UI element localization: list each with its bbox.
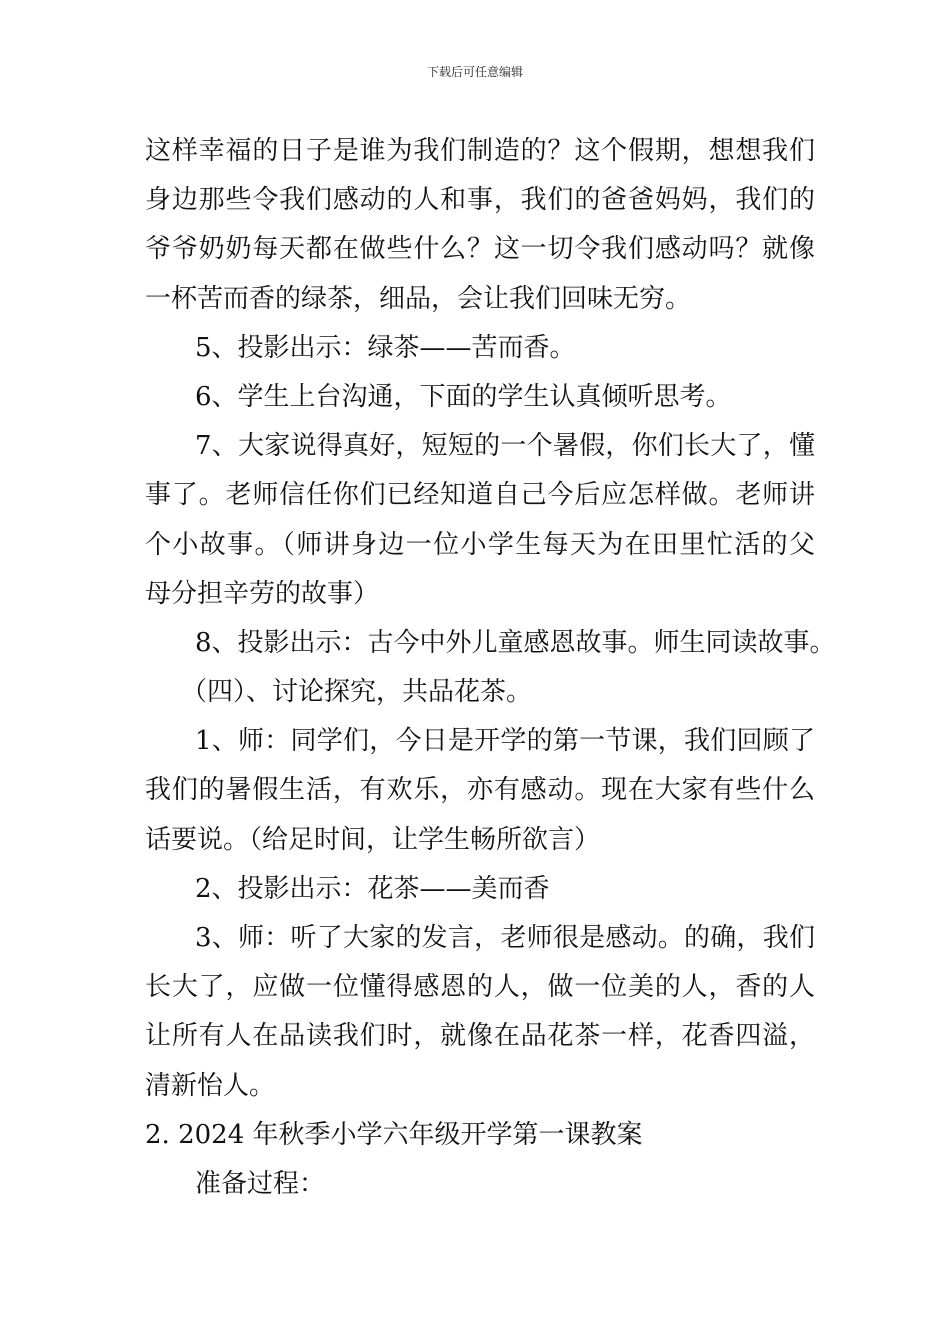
paragraph-line: 一杯苦而香的绿茶，细品，会让我们回味无穷。 bbox=[145, 283, 692, 314]
paragraph-line: 7、大家说得真好，短短的一个暑假，你们长大了，懂 bbox=[195, 431, 815, 462]
paragraph-line: 母分担辛劳的故事） bbox=[145, 578, 380, 609]
document-title: 2. 2024 年秋季小学六年级开学第一课教案 bbox=[145, 1119, 643, 1150]
paragraph-line: 6、学生上台沟通，下面的学生认真倾听思考。 bbox=[195, 381, 732, 412]
document-body bbox=[145, 127, 836, 1209]
paragraph-line: 1、师：同学们，今日是开学的第一节课，我们回顾了 bbox=[195, 726, 815, 757]
paragraph-line: 清新怡人。 bbox=[145, 1070, 276, 1101]
paragraph-line: 这样幸福的日子是谁为我们制造的？这个假期，想想我们 bbox=[145, 136, 815, 166]
paragraph-line: 5、投影出示：绿茶——苦而香。 bbox=[195, 332, 576, 363]
paragraph-line: 长大了，应做一位懂得感恩的人，做一位美的人，香的人 bbox=[145, 972, 815, 1003]
paragraph-line: 2、投影出示：花茶——美而香 bbox=[195, 873, 550, 904]
paragraph-line: 3、师：听了大家的发言，老师很是感动。的确，我们 bbox=[195, 923, 815, 953]
paragraph-line: 个小故事。（师讲身边一位小学生每天为在田里忙活的父 bbox=[145, 529, 815, 560]
paragraph-line: 让所有人在品读我们时，就像在品花茶一样，花香四溢， bbox=[145, 1021, 815, 1052]
paragraph-line: 爷爷奶奶每天都在做些什么？这一切令我们感动吗？就像 bbox=[145, 234, 815, 265]
section-heading: （四）、讨论探究，共品花茶。 bbox=[181, 677, 533, 708]
paragraph-line: 8、投影出示：古今中外儿童感恩故事。师生同读故事。 bbox=[195, 627, 836, 658]
paragraph-line: 身边那些令我们感动的人和事，我们的爸爸妈妈，我们的 bbox=[145, 185, 815, 216]
paragraph-line: 话要说。（给足时间，让学生畅所欲言） bbox=[145, 824, 601, 855]
paragraph-line: 准备过程： bbox=[195, 1168, 326, 1199]
paragraph-line: 事了。老师信任你们已经知道自己今后应怎样做。老师讲 bbox=[145, 480, 815, 511]
paragraph-line: 我们的暑假生活，有欢乐，亦有感动。现在大家有些什么 bbox=[145, 775, 815, 806]
page-header: 下载后可任意编辑 bbox=[426, 65, 523, 79]
